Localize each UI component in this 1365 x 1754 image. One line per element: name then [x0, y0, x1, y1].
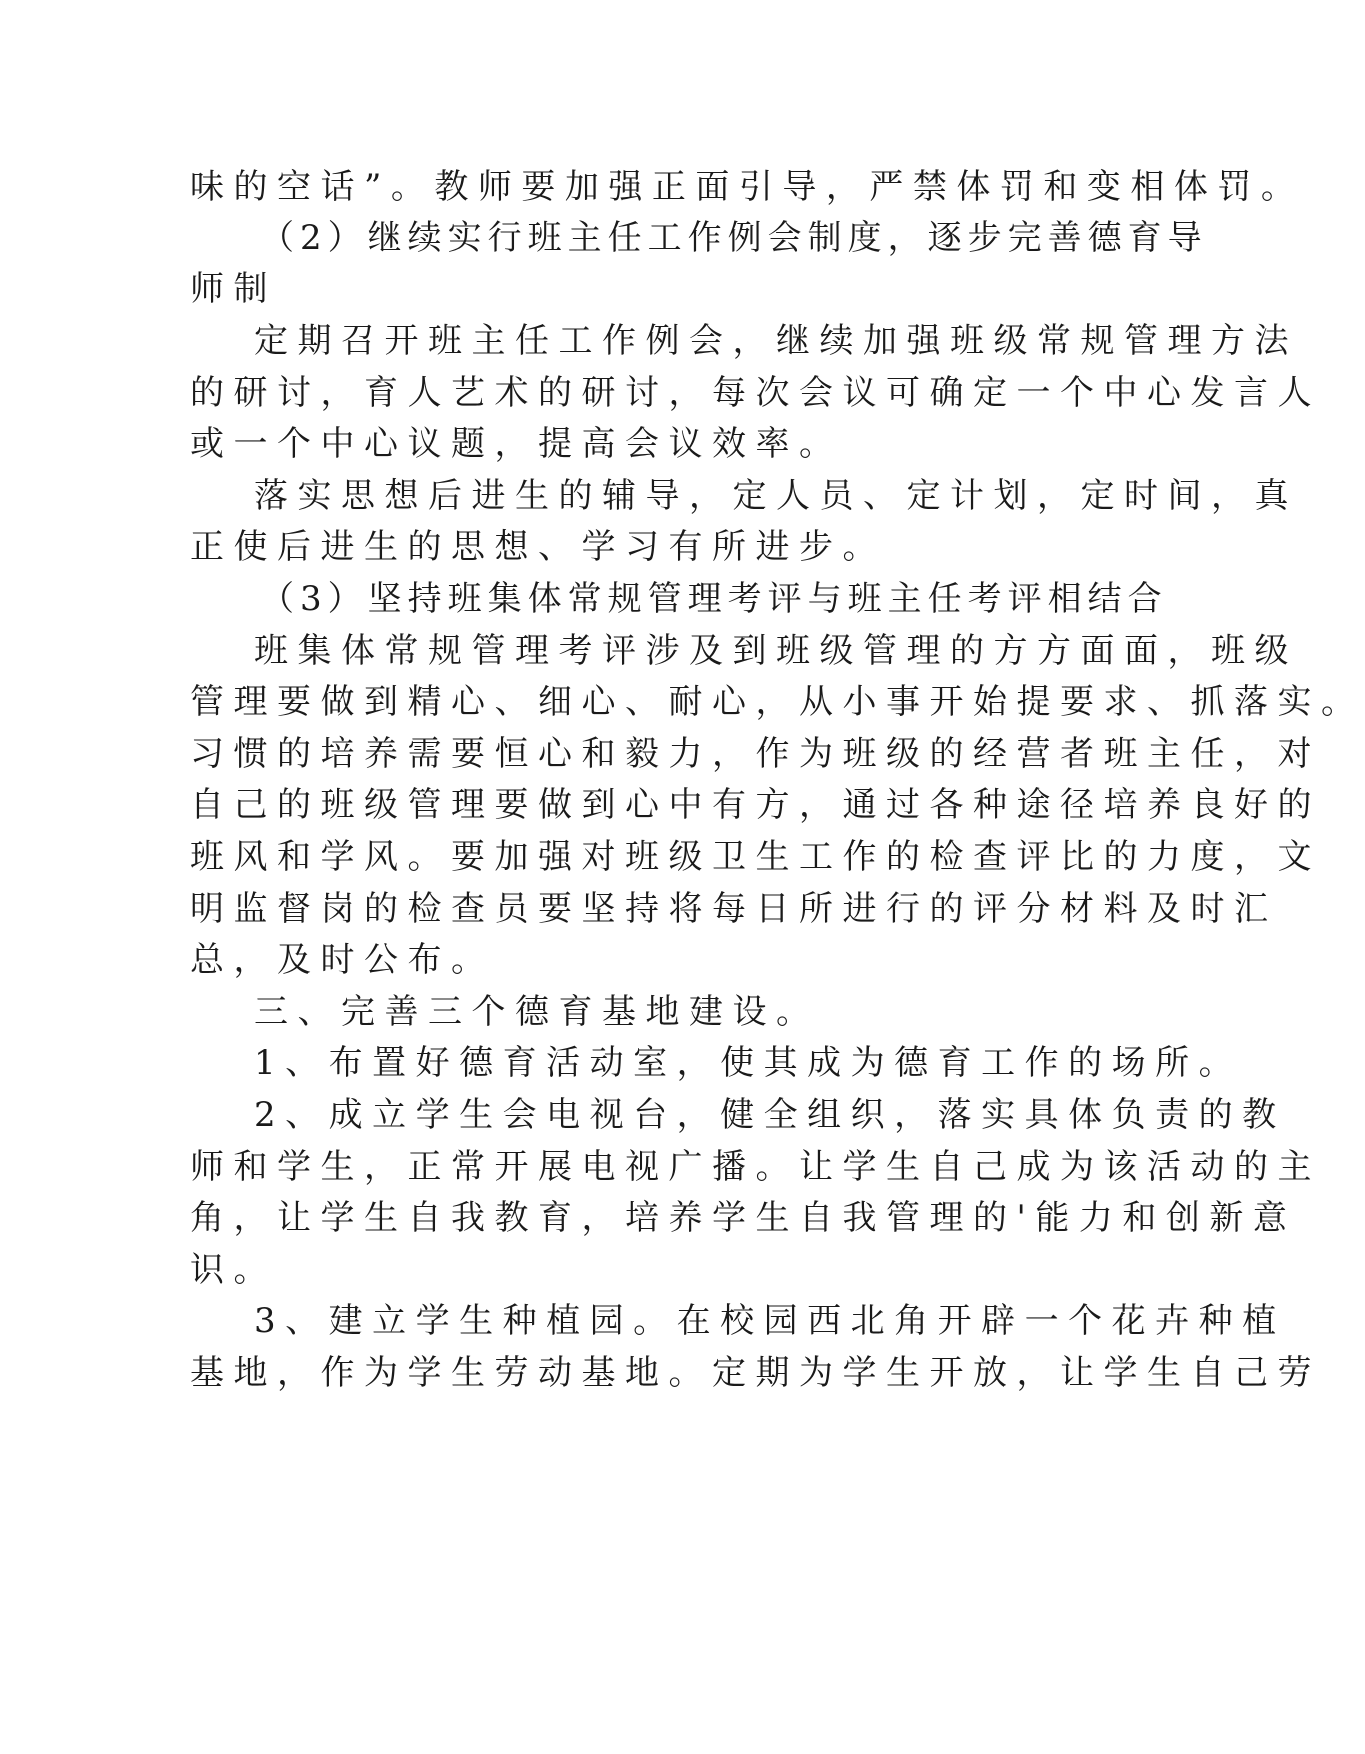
section-heading: （2）继续实行班主任工作例会制度，逐步完善德育导 — [260, 218, 1208, 258]
text-line: 自己的班级管理要做到心中有方，通过各种途径培养良好的 — [190, 785, 1321, 825]
text-line: 味的空话”。教师要加强正面引导，严禁体罚和变相体罚。 — [190, 167, 1305, 207]
list-item: 1、布置好德育活动室，使其成为德育工作的场所。 — [254, 1043, 1243, 1083]
text-line: 班风和学风。要加强对班级卫生工作的检查评比的力度，文 — [190, 837, 1321, 877]
section-heading: （3）坚持班集体常规管理考评与班主任考评相结合 — [260, 579, 1168, 619]
paragraph-start: 定期召开班主任工作例会，继续加强班级常规管理方法 — [254, 321, 1298, 361]
text-line: 管理要做到精心、细心、耐心，从小事开始提要求、抓落实。 — [190, 682, 1365, 722]
paragraph-start: 落实思想后进生的辅导，定人员、定计划，定时间，真 — [254, 476, 1298, 516]
text-line: 基地，作为学生劳动基地。定期为学生开放，让学生自己劳 — [190, 1353, 1321, 1393]
text-line: 明监督岗的检查员要坚持将每日所进行的评分材料及时汇 — [190, 889, 1278, 929]
text-line: 识。 — [190, 1250, 277, 1290]
text-line: 正使后进生的思想、学习有所进步。 — [190, 527, 886, 567]
text-line: 总，及时公布。 — [190, 940, 495, 980]
list-item: 2、成立学生会电视台，健全组织，落实具体负责的教 — [254, 1095, 1286, 1135]
text-line: 的研讨，育人艺术的研讨，每次会议可确定一个中心发言人 — [190, 373, 1321, 413]
text-line: 习惯的培养需要恒心和毅力，作为班级的经营者班主任，对 — [190, 734, 1321, 774]
text-line: 角，让学生自我教育，培养学生自我管理的'能力和创新意 — [190, 1198, 1297, 1238]
text-line: 师和学生，正常开展电视广播。让学生自己成为该活动的主 — [190, 1147, 1321, 1187]
text-line: 师制 — [190, 269, 277, 309]
paragraph-start: 班集体常规管理考评涉及到班级管理的方方面面，班级 — [254, 631, 1298, 671]
text-line: 或一个中心议题，提高会议效率。 — [190, 424, 843, 464]
section-heading: 三、完善三个德育基地建设。 — [254, 992, 820, 1032]
list-item: 3、建立学生种植园。在校园西北角开辟一个花卉种植 — [254, 1301, 1286, 1341]
